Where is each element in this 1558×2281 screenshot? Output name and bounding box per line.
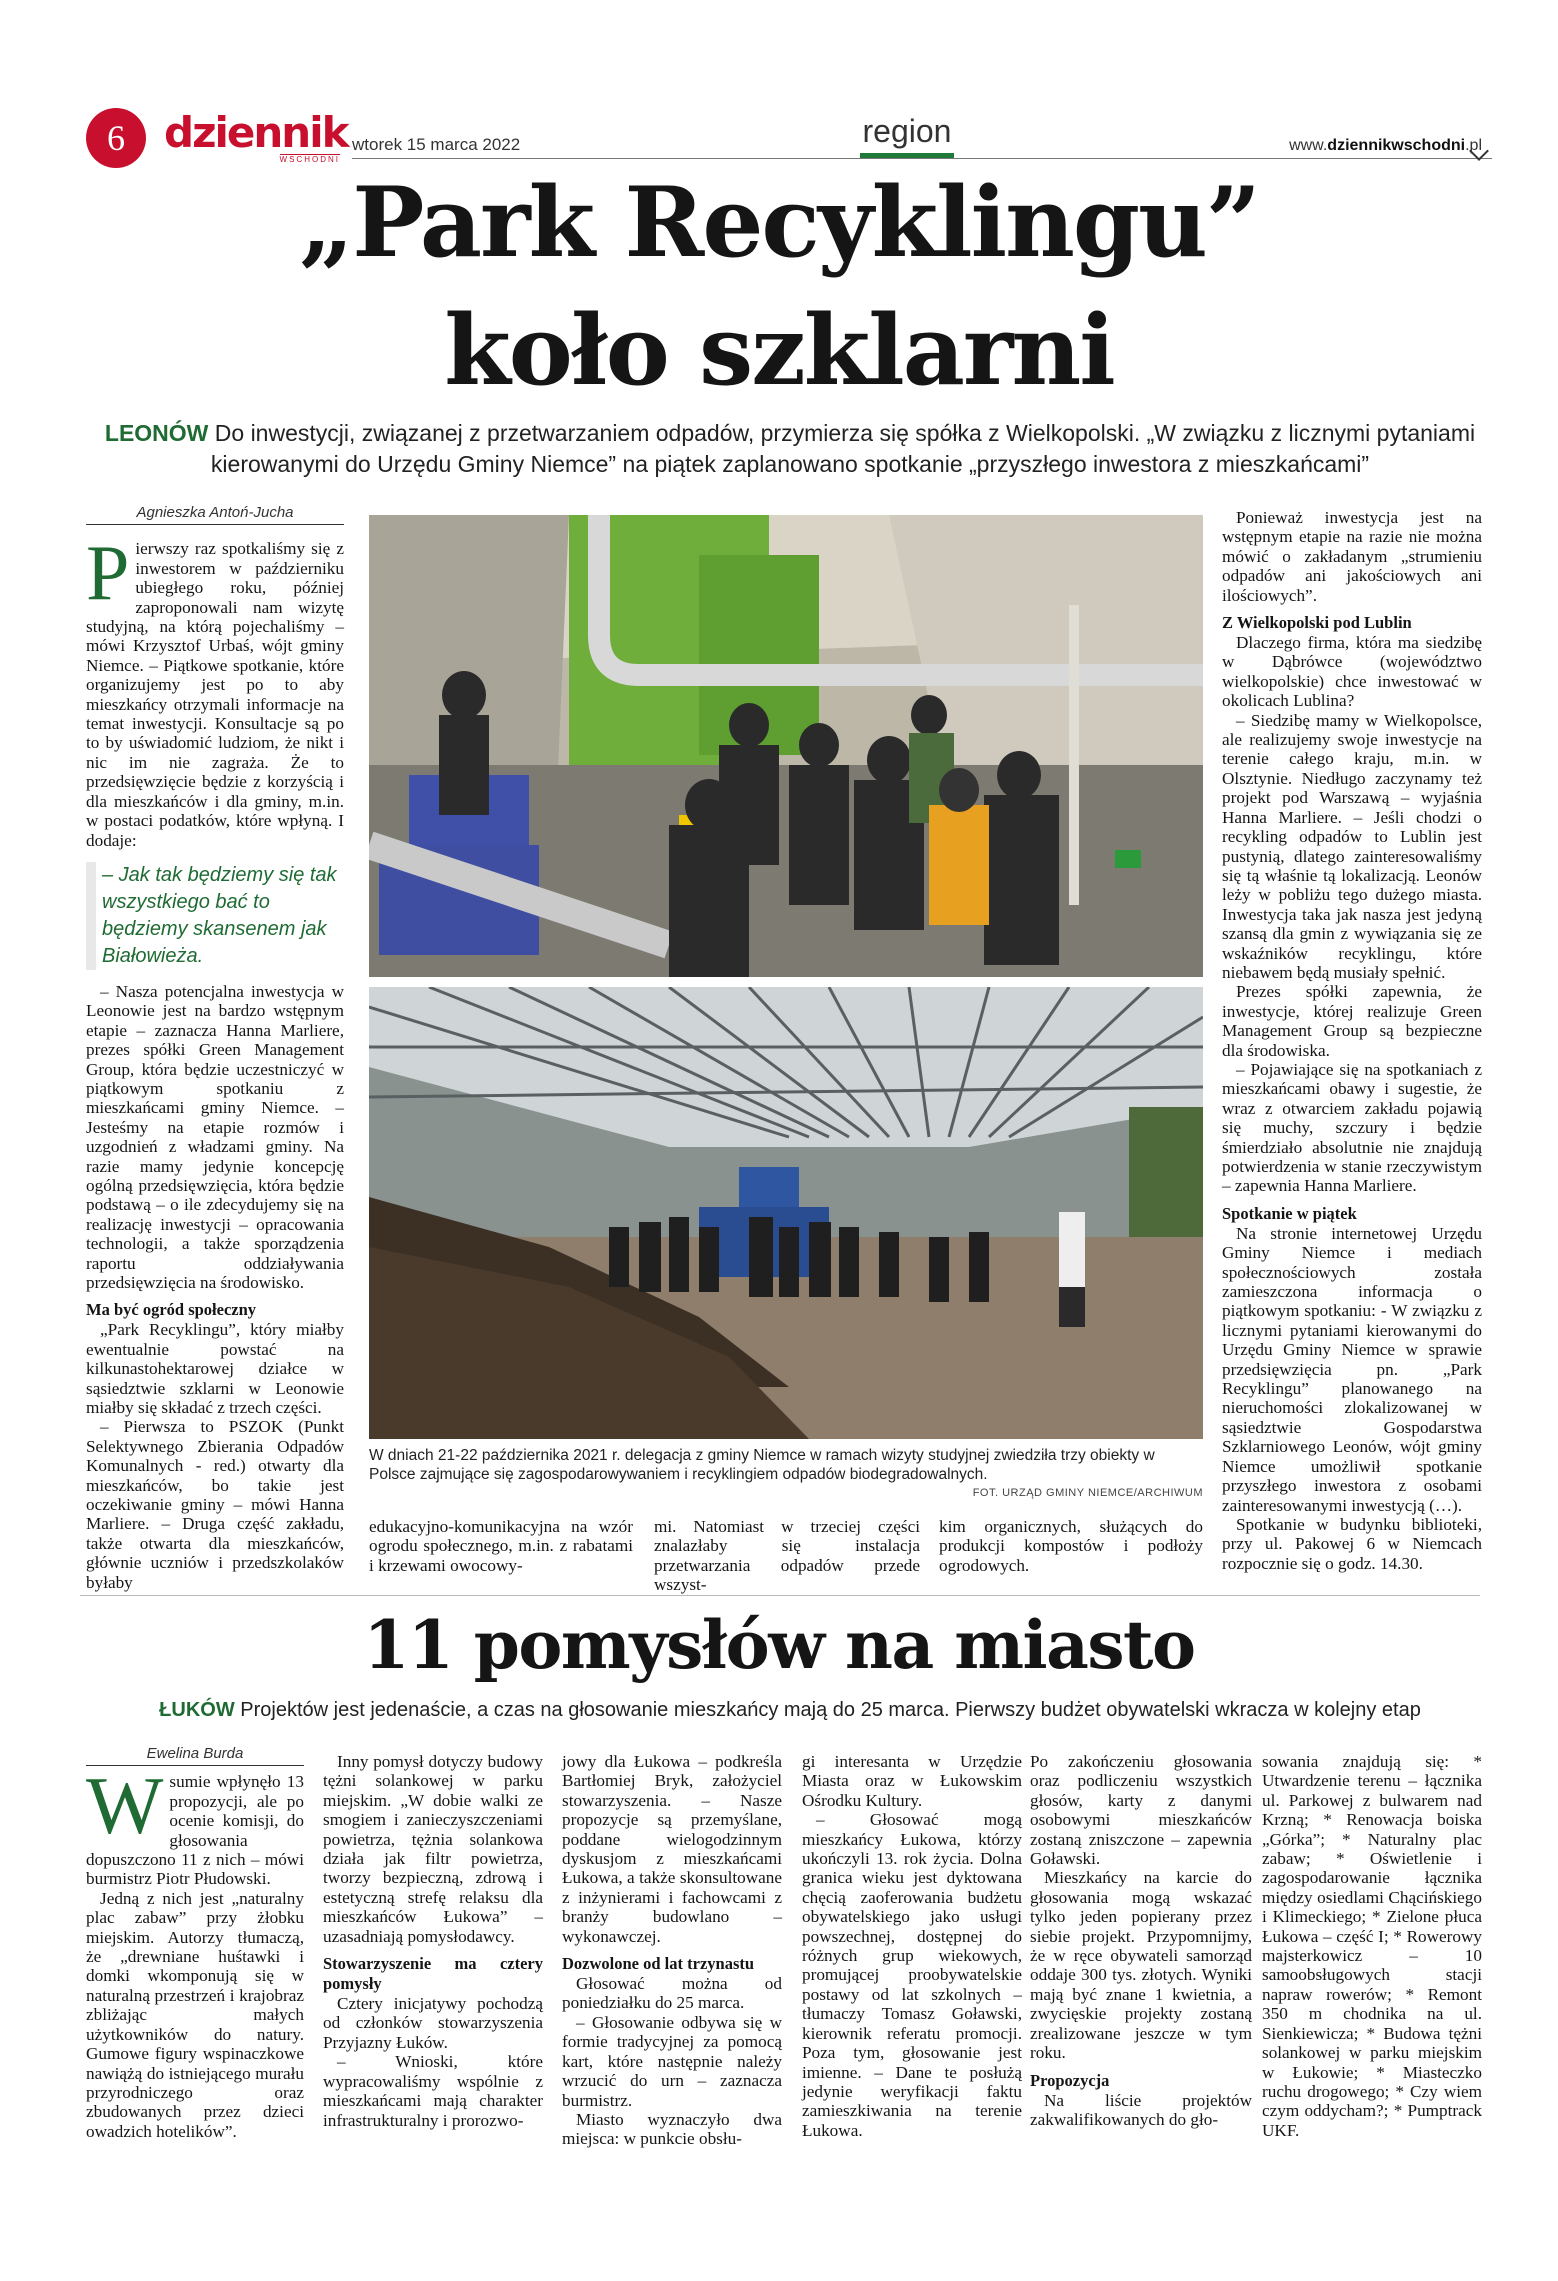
page-number: 6: [86, 108, 146, 168]
article1-right-column: [1222, 508, 1482, 1573]
photo-facility-interior: [369, 515, 1203, 977]
article1-dropcap: P: [86, 529, 130, 617]
article2-paragraph: sowania znajdują się: * Utwardzenie terenu – łącznika ul. Parkowej z bulwarem nad Krzną; * Renowacja boiska „Górka”; * Naturalny plac zabaw; * Oświetlenie i zagospodarowanie łącznika między osiedlami Chącińskiego i Klimeckiego; * Zielone płuca Łukowa – część I; * Rowerowy majsterkowicz – 10 samoobsługowych stacji napraw rowerów; * Remont 350 m chodnika na ul. Sienkiewicza; * Budowa tężni solankowej w parku miejskim w Łukowie; * Miasteczko ruchu drogowego; * Czy wiem czym oddycham?; * Pumptrack UKF.: [1262, 1752, 1482, 2140]
article2-paragraph: – Wnioski, które wypracowaliśmy wspólnie z mieszkańcami mają charakter infrastrukturalny i prorozwo-: [323, 2052, 543, 2130]
article1-paragraph: – Pierwsza to PSZOK (Punkt Selektywnego Zbierania Odpadów Komunalnych - red.) otwarty dla mieszkańców, bo takie jest oczekiwanie gminy – mówi Hanna Marliere. – Druga część zakładu, także otwarta dla mieszkańców, głównie uczniów i przedszkolaków byłaby: [86, 1417, 344, 1592]
article1-headline-line2: koło szklarni: [444, 294, 1114, 407]
photo-credit: FOT. URZĄD GMINY NIEMCE/ARCHIWUM: [972, 1487, 1203, 1499]
article2-paragraph: – Głosowanie odbywa się w formie tradycyjnej za pomocą kart, które następnie należy wrzucić do urn – zaznacza burmistrz.: [562, 2012, 782, 2110]
article2-lead: ŁUKÓW Projektów jest jedenaście, a czas na głosowanie mieszkańcy mają do 25 marca. Pierwszy budżet obywatelski wkracza w kolejny etap: [159, 1699, 1421, 1721]
article1-pull-quote: – Jak tak będziemy się tak wszystkiego bać to będziemy skansenem jak Białowieża.: [86, 862, 344, 970]
article1-paragraph: – Nasza potencjalna inwestycja w Leonowie jest na bardzo wstępnym etapie – zaznacza Hanna Marliere, prezes spółki Green Management Group, która będzie uczestniczyć w piątkowym spotkaniu z mieszkańcami gminy Niemce. – Jesteśmy na etapie rozmów i uzgodnień z władzami gminy. Na razie mamy jedynie koncepcję ogólną przedsięwzięcia, która będzie podstawą – o ile zdecydujemy się na realizację inwestycji – opracowania technologii, a także sporządzenia raportu oddziaływania przedsięwzięcia na środowisko.: [86, 981, 344, 1292]
website-url[interactable]: www.dziennikwschodni.pl: [1289, 137, 1482, 154]
issue-date: wtorek 15 marca 2022: [352, 135, 521, 154]
article2-col5: [1030, 1752, 1252, 2129]
article2-paragraph: Inny pomysł dotyczy budowy tężni solankowej w parku miejskim. „W dobie walki ze smogiem i zanieczyszczeniami powietrza, tężnia solankowa działa jak filtr powietrza, tworzy bezpieczną, zdrową i estetyczną strefę relaksu dla mieszkańców Łukowa” – uzasadniają pomysłodawcy.: [323, 1752, 543, 1946]
article1-paragraph: – Pojawiające się na spotkaniach z mieszkańcami obawy i sugestie, że wraz z otwarciem zakładu pojawią się muchy, szczury i będzie śmierdziało absolutnie nie znajdują potwierdzenia w stanie rzeczywistym – zapewnia Hanna Marliere.: [1222, 1059, 1482, 1196]
article1-bottom-col4: kim organicznych, służących do produkcji kompostów i podłoży ogrodowych.: [939, 1517, 1203, 1575]
newspaper-logo[interactable]: [164, 108, 348, 168]
article2-intro: sumie wpłynęło 13 propozycji, ale po ocenie komisji, do głosowania dopuszczono 11 z nich – mówi burmistrz Piotr Płudowski.: [86, 1772, 304, 1889]
article1-intro: ierwszy raz spotkaliśmy się z inwestorem w październiku ubiegłego roku, później zaproponowali nam wizytę studyjną, na którą pojechaliśmy – mówi Krzysztof Urbaś, wójt gminy Niemce. – Piątkowe spotkanie, które organizujemy jest po to aby mieszkańcy otrzymali informacje na temat inwestycji. Konsultacje są po to by uświadomić ludziom, że nikt i nic im nie zagraża. Że to przedsięwzięcie będzie z korzyścią i dla mieszkańców i dla gminy, m.in. w postaci podatków, które wpłyną. I dodaje:: [86, 539, 344, 850]
article2-subheading: Propozycja: [1030, 2070, 1110, 2090]
article2-paragraph: – Głosować mogą mieszkańcy Łukowa, którzy ukończyli 13. rok życia. Dolna granica wieku jest dyktowana chęcią zaoferowania budżetu obywatelskiego jako usługi powszechnej, dostępnej do różnych grup wiekowych, promującej proobywatelskie postawy od lat szkolnych – tłumaczy Tomasz Goławski, kierownik referatu promocji. Poza tym, głosowanie jest imienne. – Dane te posłużą jedynie weryfikacji faktu zamieszkiwania na terenie Łukowa.: [802, 1810, 1022, 2140]
article1-paragraph: Prezes spółki zapewnia, że inwestycje, której realizuje Green Management Group są bezpieczne dla środowiska.: [1222, 982, 1482, 1060]
article1-byline: Agnieszka Antoń-Jucha: [86, 503, 344, 525]
article1-subheading: Ma być ogród społeczny: [86, 1300, 257, 1320]
article2-subheading: Stowarzyszenie ma cztery pomysły: [323, 1954, 543, 1994]
article2-col2: [323, 1752, 543, 2130]
article2-dropcap: W: [86, 1760, 164, 1852]
article2-col3: [562, 1752, 782, 2149]
article1-headline-line1: „Park Recyklingu”: [298, 166, 1260, 279]
article1-paragraph: Na stronie internetowej Urzędu Gminy Niemce i mediach społecznościowych została zamieszczona informacja o piątkowym spotkaniu: - W związku z licznymi pytaniami kierowanymi do Urzędu Gminy Niemce w sprawie przedsięwzięcia pn. „Park Recyklingu” planowanego na nieruchomości zlokalizowanej w sąsiedztwie Gospodarstwa Szklarniowego Leonów, wójt gminy Niemce umożliwił spotkanie przyszłego inwestora z osobami zainteresowanymi inwestycją (…).: [1222, 1223, 1482, 1515]
article2-paragraph: jowy dla Łukowa – podkreśla Bartłomiej Bryk, założyciel stowarzyszenia. – Nasze propozycje są przemyślane, poddane wielogodzinnym dyskusjom z mieszkańcami Łukowa, a także skonsultowane z inżynierami i fachowcami z branży budowlano – wykonawczej.: [562, 1752, 782, 1946]
article1-bottom-col2: edukacyjno-komunikacyjna na wzór ogrodu społecznego, m.in. z rabatami i krzewami owocowy-: [369, 1517, 633, 1575]
article1-left-column: [86, 503, 344, 1592]
article-separator: [80, 1595, 1480, 1596]
logo-text: dziennik: [164, 108, 348, 157]
article2-paragraph: Miasto wyznaczyło dwa miejsca: w punkcie obsłu-: [562, 2109, 782, 2149]
section-label: region: [862, 113, 952, 149]
article2-paragraph: Jedną z nich jest „naturalny plac zabaw” przy żłobku miejskim. Autorzy tłumaczą, że „drewniane huśtawki i domki wkomponują się w naturalną przestrzeń i krajobraz zbliżając małych użytkowników do natury. Gumowe figury wspinaczkowe nawiążą do istniejącego murału przyrodniczego oraz zbudowanych przez dzieci owadzich hotelików”.: [86, 1888, 304, 2141]
article1-lead: LEONÓW Do inwestycji, związanej z przetwarzaniem odpadów, przymierza się spółka z Wielkopolski. „W związku z licznymi pytaniami kierowanymi do Urzędu Gminy Niemce” na piątek zaplanowano spotkanie „przyszłego inwestora z mieszkańcami”: [104, 420, 1476, 477]
article2-headline: 11 pomysłów na miasto: [363, 1606, 1195, 1684]
article1-subheading: Z Wielkopolski pod Lublin: [1222, 613, 1412, 633]
article1-paragraph: Dlaczego firma, która ma siedzibę w Dąbrówce (województwo wielkopolskie) chce inwestować w okolicach Lublina?: [1222, 633, 1482, 711]
article2-byline: Ewelina Burda: [86, 1744, 304, 1766]
article2-paragraph: Cztery inicjatywy pochodzą od członków stowarzyszenia Przyjazny Łuków.: [323, 1994, 543, 2052]
photo-caption: W dniach 21-22 października 2021 r. delegacja z gminy Niemce w ramach wizyty studyjnej zwiedziła trzy obiekty w Polsce zajmujące się zagospodarowywaniem i recyklingiem odpadów biodegradowalnych.: [369, 1447, 1155, 1483]
logo-subtext: WSCHODNI: [279, 155, 340, 164]
article1-paragraph: – Siedzibę mamy w Wielkopolsce, ale realizujemy swoje inwestycje na terenie całego kraju, m.in. w Olsztynie. Niedługo zaczynamy też projekt pod Warszawą – wyjaśnia Hanna Marliere. – Jeśli chodzi o recykling odpadów to Lublin jest pustynią, dlatego zainteresowaliśmy się tą właśnie tą lokalizacją. Leonów leży w pobliżu tego dużego miasta. Inwestycja taka jak nasza jest jedyną szansą dla gmin z wywiązania się ze wskaźników recyklingu, które niebawem będą musiały spełnić.: [1222, 710, 1482, 982]
article1-paragraph: Spotkanie w budynku biblioteki, przy ul. Pakowej 6 w Niemcach rozpocznie się o godz. 14.30.: [1222, 1514, 1482, 1573]
article2-paragraph: Głosować można od poniedziałku do 25 marca.: [562, 1974, 782, 2013]
article2-paragraph: Na liście projektów zakwalifikowanych do gło-: [1030, 2090, 1252, 2129]
article2-col4: [802, 1752, 1022, 2140]
article1-paragraph: „Park Recyklingu”, który miałby ewentualnie powstać na kilkunastohektarowej działce w sąsiedztwie szklarni w Leonowie miałby się składać z trzech części.: [86, 1320, 344, 1418]
header-rule: [352, 158, 1492, 159]
article2-col6: [1262, 1752, 1482, 2140]
photo-compost-hall: [369, 987, 1203, 1439]
article1-paragraph: Ponieważ inwestycja jest na wstępnym etapie na razie nie można mówić o zakładanym „strumieniu odpadów ani jakościowych ani ilościowych”.: [1222, 508, 1482, 605]
article2-paragraph: Mieszkańcy na karcie do głosowania mogą wskazać tylko jeden popierany przez siebie projekt. Przypomnijmy, że w ręce obywateli samorząd oddaje 300 tys. złotych. Wyniki mają być znane 1 kwietnia, a zwycięskie projekty zostaną zrealizowane jeszcze w tym roku.: [1030, 1868, 1252, 2063]
article2-col1: [86, 1744, 304, 2141]
article1-bottom-col3: mi. Natomiast w trzeciej części znalazłaby się instalacja przetwarzania odpadów przede wszyst-: [654, 1517, 920, 1595]
article2-subheading: Dozwolone od lat trzynastu: [562, 1954, 755, 1974]
article2-paragraph: gi interesanta w Urzędzie Miasta oraz w Łukowskim Ośrodku Kultury.: [802, 1752, 1022, 1810]
article1-subheading: Spotkanie w piątek: [1222, 1203, 1357, 1223]
article2-paragraph: Po zakończeniu głosowania oraz podliczeniu wszystkich głosów, karty z danymi osobowymi mieszkańców zostaną zniszczone – zapewnia Goławski.: [1030, 1752, 1252, 1869]
